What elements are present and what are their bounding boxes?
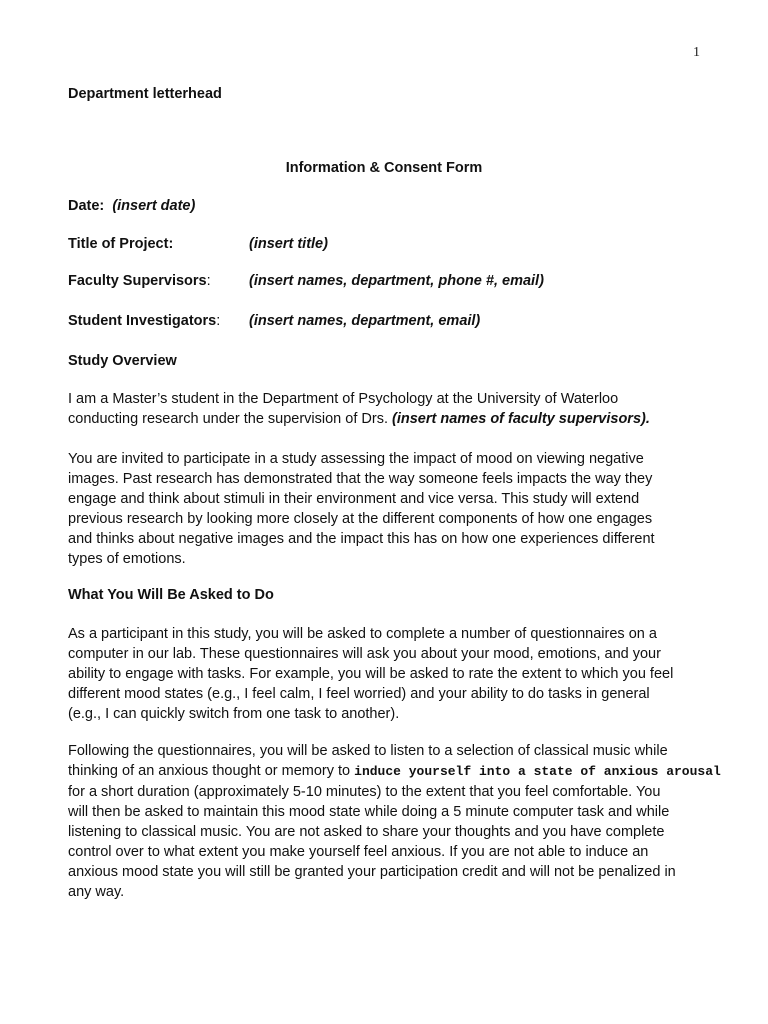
text-line: computer in our lab. These questionnaires will ask you about your mood, emotions, and your <box>68 646 661 662</box>
text-line: previous research by looking more closely at the different components of how one engages <box>68 511 653 527</box>
project-title-label: Title of Project: <box>68 236 174 252</box>
text-line: ability to engage with tasks. For example, you will be asked to rate the extent to which you feel <box>68 666 674 682</box>
investigators-value: (insert names, department, email) <box>249 313 481 329</box>
text-line: Following the questionnaires, you will be asked to listen to a selection of classical music while <box>68 743 668 759</box>
overview-paragraph-2 <box>68 449 708 569</box>
supervisor-names-placeholder: (insert names of faculty supervisors). <box>392 411 650 427</box>
text-line: images. Past research has demonstrated that the way someone feels impacts the way they <box>68 471 653 487</box>
text-line: for a short duration (approximately 5-10 minutes) to the extent that you feel comfortable. You <box>68 784 661 800</box>
text-line: control over to what extent you make yourself feel anxious. If you are not able to induce an <box>68 844 649 860</box>
text-line: types of emotions. <box>68 551 186 567</box>
supervisors-colon: : <box>206 273 211 289</box>
asked-to-do-heading: What You Will Be Asked to Do <box>68 587 274 603</box>
letterhead: Department letterhead <box>68 86 222 102</box>
form-title: Information & Consent Form <box>285 160 483 176</box>
asked-paragraph-1 <box>68 624 708 724</box>
supervisors-label: Faculty Supervisors <box>68 273 207 289</box>
text-segment: conducting research under the supervision of Drs. <box>68 411 393 427</box>
investigators-label-line <box>68 313 220 329</box>
text-line: listening to classical music. You are not asked to share your thoughts and you have complete <box>68 824 665 840</box>
text-line: different mood states (e.g., I feel calm, I feel worried) and your ability to do tasks in general <box>68 686 650 702</box>
text-line: I am a Master’s student in the Department of Psychology at the University of Waterloo <box>68 391 619 407</box>
supervisors-label-line <box>68 273 211 289</box>
date-label: Date: <box>68 198 105 214</box>
text-line-mixed <box>68 761 721 782</box>
text-line: will then be asked to maintain this mood state while doing a 5 minute computer task and while <box>68 804 670 820</box>
text-segment: thinking of an anxious thought or memory to <box>68 763 355 779</box>
text-line: As a participant in this study, you will be asked to complete a number of questionnaires on a <box>68 626 657 642</box>
date-line <box>68 198 195 214</box>
date-value: (insert date) <box>112 198 196 214</box>
anxious-arousal-emphasis: induce yourself into a state of anxious arousal <box>354 764 721 779</box>
supervisors-value: (insert names, department, phone #, email) <box>249 273 544 289</box>
page-number: 1 <box>693 45 700 60</box>
investigators-label: Student Investigators <box>68 313 217 329</box>
study-overview-heading: Study Overview <box>68 353 177 369</box>
text-line: anxious mood state you will still be granted your participation credit and will not be penalized in <box>68 864 676 880</box>
overview-paragraph-1 <box>68 389 708 429</box>
text-line: any way. <box>68 884 125 900</box>
text-line: and thinks about negative images and the impact this has on how one experiences different <box>68 531 655 547</box>
investigators-colon: : <box>216 313 221 329</box>
text-line-mixed <box>68 409 708 429</box>
text-line: You are invited to participate in a study assessing the impact of mood on viewing negative <box>68 451 644 467</box>
asked-paragraph-2 <box>68 741 721 902</box>
text-line: engage and think about stimuli in their environment and vice versa. This study will extend <box>68 491 640 507</box>
project-title-value: (insert title) <box>249 236 328 252</box>
text-line: (e.g., I can quickly switch from one task to another). <box>68 706 400 722</box>
